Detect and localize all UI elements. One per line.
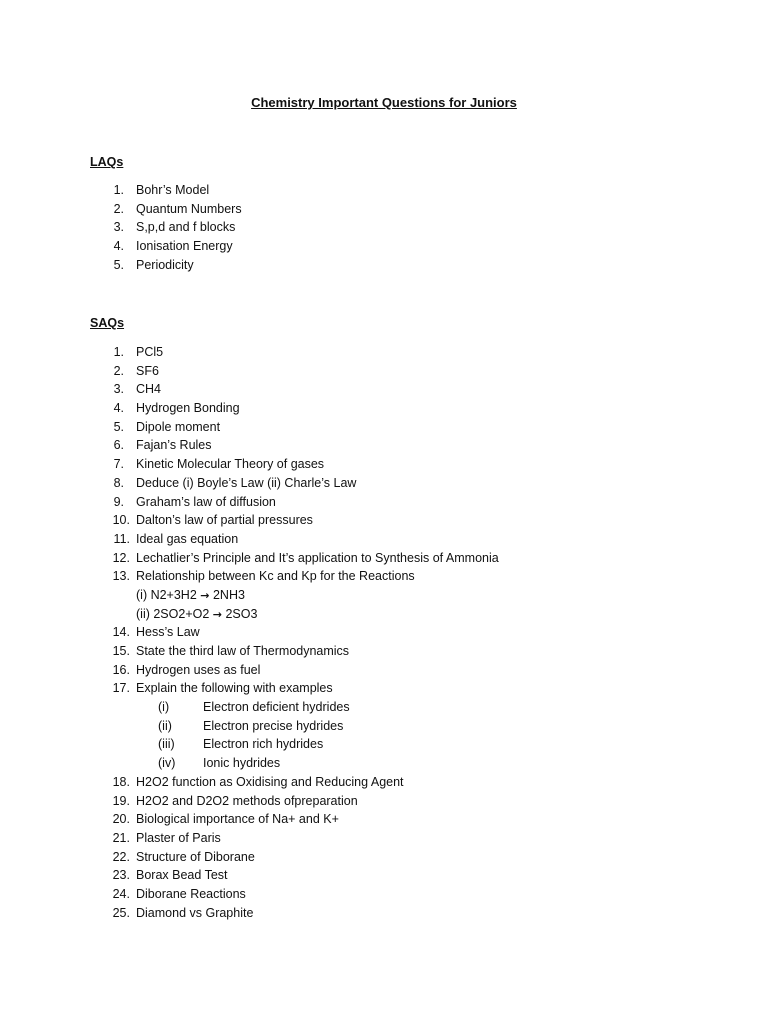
item-number: 2. bbox=[113, 201, 124, 216]
item-text: Lechatlier’s Principle and It’s application to Synthesis of Ammonia bbox=[136, 550, 499, 565]
item-text: Hess’s Law bbox=[136, 625, 200, 640]
laqs-list bbox=[0, 181, 768, 274]
list-item bbox=[0, 181, 768, 200]
item-number: 3. bbox=[113, 382, 124, 397]
item-text: Diamond vs Graphite bbox=[136, 905, 254, 920]
list-item bbox=[0, 511, 768, 530]
item-number: 5. bbox=[113, 257, 124, 272]
item-text: Borax Bead Test bbox=[136, 868, 228, 883]
item-text: H2O2 function as Oxidising and Reducing Agent bbox=[136, 774, 404, 789]
page-title: Chemistry Important Questions for Juniors bbox=[251, 95, 517, 110]
sub-item-text: Ionic hydrides bbox=[203, 756, 281, 771]
list-item bbox=[0, 679, 768, 698]
item-text: Hydrogen Bonding bbox=[136, 401, 240, 416]
item-number: 24. bbox=[112, 886, 130, 901]
list-item bbox=[0, 549, 768, 568]
item-number: 3. bbox=[113, 220, 124, 235]
item-text: Graham’s law of diffusion bbox=[136, 494, 276, 509]
item-text: Plaster of Paris bbox=[136, 830, 221, 845]
reaction-text bbox=[136, 605, 257, 625]
item-text: Dalton’s law of partial pressures bbox=[136, 513, 313, 528]
saqs-heading: SAQs bbox=[90, 316, 125, 330]
list-item bbox=[0, 474, 768, 493]
item-number: 6. bbox=[113, 438, 124, 453]
list-item bbox=[0, 623, 768, 642]
reaction-products: 2NH3 bbox=[212, 587, 245, 602]
item-text: Relationship between Kc and Kp for the Reactions bbox=[136, 569, 415, 584]
item-number: 20. bbox=[112, 812, 130, 827]
item-text: Fajan’s Rules bbox=[136, 438, 212, 453]
item-number: 12. bbox=[112, 550, 130, 565]
reaction-reactants: (ii) 2SO2+O2 bbox=[136, 606, 210, 621]
item-number: 13. bbox=[112, 569, 130, 584]
list-item bbox=[0, 237, 768, 256]
item-text: Ideal gas equation bbox=[136, 531, 239, 546]
item-number: 15. bbox=[112, 644, 130, 658]
item-text: Diborane Reactions bbox=[136, 886, 246, 901]
item-number: 7. bbox=[113, 457, 124, 472]
list-item bbox=[0, 455, 768, 474]
list-item bbox=[0, 642, 768, 661]
sub-item-number: (i) bbox=[158, 700, 170, 715]
sub-item-number: (iii) bbox=[158, 737, 175, 752]
arrow-right-icon: → bbox=[212, 607, 222, 621]
item-text: Ionisation Energy bbox=[136, 239, 233, 254]
item-text: Structure of Diborane bbox=[136, 849, 255, 864]
item-text: Bohr’s Model bbox=[136, 183, 210, 197]
list-item bbox=[0, 256, 768, 275]
list-item bbox=[0, 661, 768, 680]
sub-list-item bbox=[0, 717, 768, 736]
sub-item-number: (iv) bbox=[158, 756, 176, 771]
item-text: Periodicity bbox=[136, 257, 194, 272]
list-item bbox=[0, 418, 768, 437]
item-number: 8. bbox=[113, 475, 124, 490]
item-number: 11. bbox=[113, 531, 130, 546]
item-text: Explain the following with examples bbox=[136, 681, 333, 696]
sub-list-item bbox=[0, 698, 768, 717]
item-text: S,p,d and f blocks bbox=[136, 220, 236, 235]
item-number: 17. bbox=[112, 681, 130, 696]
saqs-list bbox=[0, 343, 768, 922]
reaction-reactants: (i) N2+3H2 bbox=[136, 587, 197, 602]
reaction-products: 2SO3 bbox=[225, 606, 258, 621]
item-number: 4. bbox=[113, 401, 124, 416]
item-text: Quantum Numbers bbox=[136, 201, 242, 216]
list-item bbox=[0, 343, 768, 362]
list-item bbox=[0, 200, 768, 219]
item-number: 5. bbox=[113, 419, 124, 434]
list-item bbox=[0, 362, 768, 381]
item-number: 22. bbox=[112, 849, 130, 864]
reaction-line bbox=[0, 605, 768, 624]
list-item bbox=[0, 829, 768, 848]
item-text: PCl5 bbox=[136, 345, 164, 359]
list-item bbox=[0, 493, 768, 512]
item-text: Hydrogen uses as fuel bbox=[136, 662, 261, 677]
item-number: 25. bbox=[112, 905, 130, 920]
list-item bbox=[0, 904, 768, 923]
sub-item-text: Electron deficient hydrides bbox=[203, 700, 350, 715]
list-item bbox=[0, 530, 768, 549]
list-item bbox=[0, 848, 768, 867]
sub-item-text: Electron rich hydrides bbox=[203, 737, 324, 752]
list-item bbox=[0, 436, 768, 455]
item-text: State the third law of Thermodynamics bbox=[136, 644, 350, 658]
sub-item-text: Electron precise hydrides bbox=[203, 718, 344, 733]
item-number: 18. bbox=[112, 774, 130, 789]
item-text: CH4 bbox=[136, 382, 162, 397]
list-item bbox=[0, 866, 768, 885]
list-item bbox=[0, 380, 768, 399]
item-number: 1. bbox=[113, 183, 124, 197]
item-number: 4. bbox=[113, 239, 124, 254]
list-item bbox=[0, 567, 768, 586]
item-text: SF6 bbox=[136, 363, 159, 378]
list-item bbox=[0, 399, 768, 418]
arrow-right-icon: → bbox=[200, 588, 210, 602]
sub-list-item bbox=[0, 754, 768, 773]
item-number: 16. bbox=[112, 662, 130, 677]
item-number: 10. bbox=[112, 513, 130, 528]
laqs-heading: LAQs bbox=[90, 155, 124, 169]
reaction-line bbox=[0, 586, 768, 605]
sub-item-number: (ii) bbox=[158, 718, 172, 733]
item-number: 14. bbox=[112, 625, 130, 640]
reaction-text bbox=[136, 586, 245, 606]
sub-list-item bbox=[0, 735, 768, 754]
item-text: Kinetic Molecular Theory of gases bbox=[136, 457, 325, 472]
list-item bbox=[0, 792, 768, 811]
item-number: 21. bbox=[112, 830, 130, 845]
list-item bbox=[0, 218, 768, 237]
item-text: Biological importance of Na+ and K+ bbox=[136, 812, 339, 827]
list-item bbox=[0, 885, 768, 904]
item-text: Deduce (i) Boyle’s Law (ii) Charle’s Law bbox=[136, 475, 357, 490]
item-number: 9. bbox=[113, 494, 124, 509]
item-number: 2. bbox=[113, 363, 124, 378]
item-number: 23. bbox=[112, 868, 130, 883]
item-number: 1. bbox=[113, 345, 124, 359]
item-text: H2O2 and D2O2 methods ofpreparation bbox=[136, 793, 358, 808]
item-number: 19. bbox=[112, 793, 130, 808]
item-text: Dipole moment bbox=[136, 419, 221, 434]
list-item bbox=[0, 773, 768, 792]
list-item bbox=[0, 810, 768, 829]
